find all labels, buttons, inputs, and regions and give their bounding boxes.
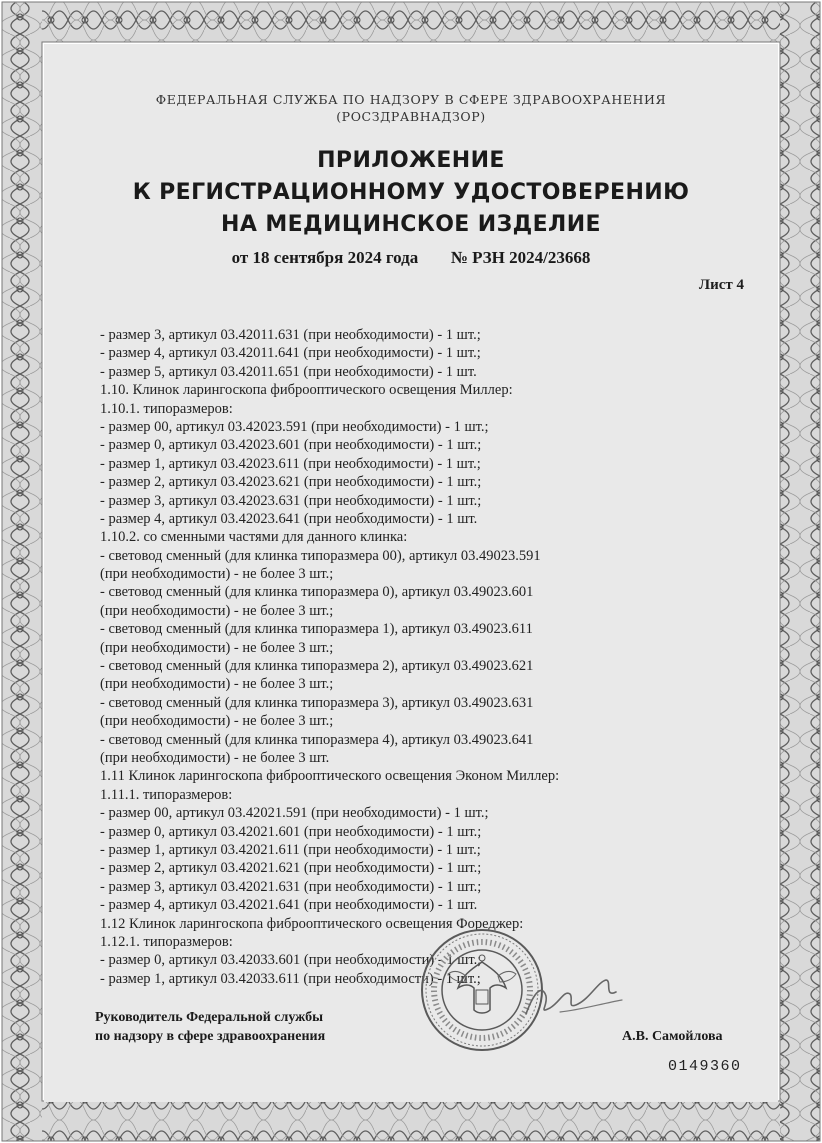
registration-subtitle xyxy=(0,248,822,268)
body-line: - размер 0, артикул 03.42033.601 (при необходимости) - 1 шт.; xyxy=(100,952,482,969)
body-line: (при необходимости) - не более 3 шт.; xyxy=(100,602,334,619)
signatory-position-line-2: по надзору в сфере здравоохранения xyxy=(95,1029,326,1044)
body-line: - размер 1, артикул 03.42033.611 (при необходимости) - 1 шт.; xyxy=(100,970,481,987)
body-line: - размер 4, артикул 03.42011.641 (при необходимости) - 1 шт.; xyxy=(100,345,481,362)
body-line: - размер 4, артикул 03.42023.641 (при необходимости) - 1 шт. xyxy=(100,510,478,527)
body-line: - размер 00, артикул 03.42021.591 (при необходимости) - 1 шт.; xyxy=(100,805,489,822)
body-line: - размер 3, артикул 03.42021.631 (при необходимости) - 1 шт.; xyxy=(100,878,482,895)
body-line: (при необходимости) - не более 3 шт.; xyxy=(100,676,334,693)
body-line: 1.10. Клинок ларингоскопа фиброоптического освещения Миллер: xyxy=(100,382,513,399)
body-line: (при необходимости) - не более 3 шт.; xyxy=(100,713,334,730)
body-line: - размер 0, артикул 03.42023.601 (при необходимости) - 1 шт.; xyxy=(100,437,482,454)
body-line: - размер 2, артикул 03.42023.621 (при необходимости) - 1 шт.; xyxy=(100,474,482,491)
document-body xyxy=(100,326,740,988)
body-line: - размер 1, артикул 03.42021.611 (при необходимости) - 1 шт.; xyxy=(100,841,481,858)
body-line: - световод сменный (для клинка типоразмера 3), артикул 03.49023.631 xyxy=(100,694,534,711)
document-title-line-1: ПРИЛОЖЕНИЕ xyxy=(317,148,505,173)
body-line: 1.12.1. типоразмеров: xyxy=(100,933,233,950)
body-line: - размер 00, артикул 03.42023.591 (при необходимости) - 1 шт.; xyxy=(100,418,489,435)
body-line: - световод сменный (для клинка типоразмера 4), артикул 03.49023.641 xyxy=(100,731,534,748)
document-title-line-2: К РЕГИСТРАЦИОННОМУ УДОСТОВЕРЕНИЮ xyxy=(132,180,690,205)
document-title-line-3: НА МЕДИЦИНСКОЕ ИЗДЕЛИЕ xyxy=(221,212,601,237)
body-line: - размер 2, артикул 03.42021.621 (при необходимости) - 1 шт.; xyxy=(100,860,482,877)
body-line: 1.11.1. типоразмеров: xyxy=(100,786,233,803)
body-line: 1.10.1. типоразмеров: xyxy=(100,400,233,417)
body-line: (при необходимости) - не более 3 шт.; xyxy=(100,566,334,583)
sheet-number: Лист 4 xyxy=(698,277,744,293)
signatory-position-line-1: Руководитель Федеральной службы xyxy=(95,1010,324,1025)
body-line: - размер 5, артикул 03.42011.651 (при необходимости) - 1 шт. xyxy=(100,363,477,380)
body-line: 1.12 Клинок ларингоскопа фиброоптического освещения Фореджер: xyxy=(100,915,524,932)
registration-date: от 18 сентября 2024 года xyxy=(231,248,419,267)
body-line: - световод сменный (для клинка типоразмера 0), артикул 03.49023.601 xyxy=(100,584,534,601)
registration-number: № РЗН 2024/23668 xyxy=(450,248,591,267)
body-line: - размер 1, артикул 03.42023.611 (при необходимости) - 1 шт.; xyxy=(100,455,481,472)
body-line: - световод сменный (для клинка типоразмера 1), артикул 03.49023.611 xyxy=(100,621,533,638)
handwritten-signature-icon xyxy=(520,974,630,1024)
agency-short-name: (РОСЗДРАВНАДЗОР) xyxy=(336,109,486,124)
body-line: - световод сменный (для клинка типоразмера 2), артикул 03.49023.621 xyxy=(100,658,534,675)
signatory-name: А.В. Самойлова xyxy=(622,1029,723,1044)
body-line: 1.10.2. со сменными частями для данного клинка: xyxy=(100,529,408,546)
body-line: - размер 0, артикул 03.42021.601 (при необходимости) - 1 шт.; xyxy=(100,823,482,840)
body-line: - размер 3, артикул 03.42011.631 (при необходимости) - 1 шт.; xyxy=(100,327,481,343)
agency-name: ФЕДЕРАЛЬНАЯ СЛУЖБА ПО НАДЗОРУ В СФЕРЕ ЗДРАВООХРАНЕНИЯ xyxy=(155,92,667,107)
body-line: - световод сменный (для клинка типоразмера 00), артикул 03.49023.591 xyxy=(100,547,541,564)
body-line: 1.11 Клинок ларингоскопа фиброоптического освещения Эконом Миллер: xyxy=(100,768,560,785)
body-line: (при необходимости) - не более 3 шт. xyxy=(100,749,330,766)
form-serial-number: 0149360 xyxy=(668,1058,742,1075)
body-line: - размер 3, артикул 03.42023.631 (при необходимости) - 1 шт.; xyxy=(100,492,482,509)
body-line: - размер 4, артикул 03.42021.641 (при необходимости) - 1 шт. xyxy=(100,897,478,914)
body-line: (при необходимости) - не более 3 шт.; xyxy=(100,639,334,656)
